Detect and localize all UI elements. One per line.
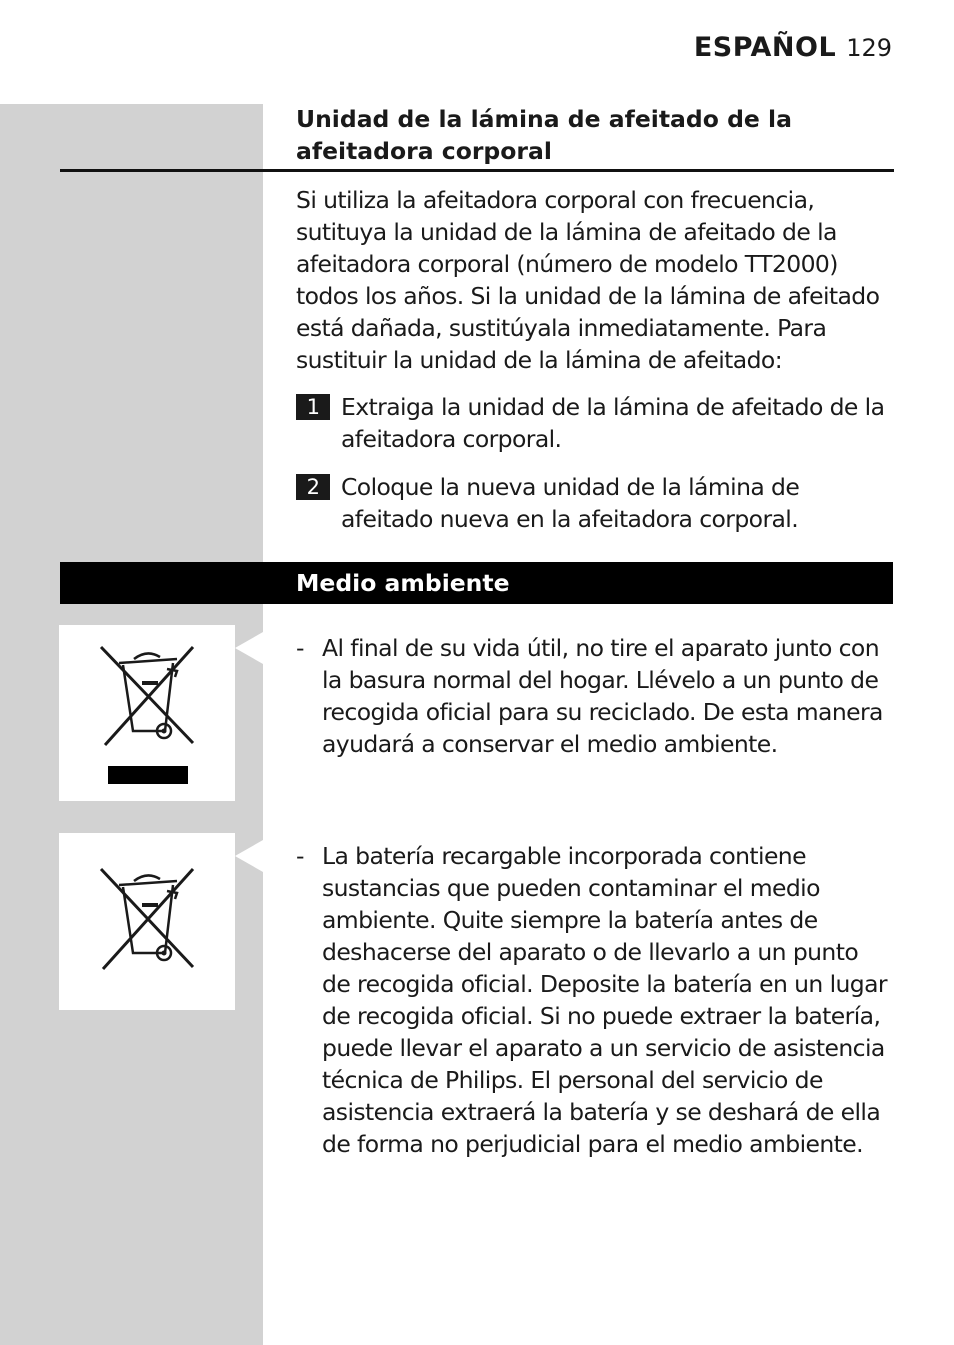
battery-disposal-icon-box: [59, 833, 235, 1010]
environment-bullet-2: [296, 840, 891, 1160]
callout-pointer: [235, 632, 263, 664]
environment-heading-bar: [60, 562, 893, 604]
page-header: [694, 32, 892, 63]
callout-pointer: [235, 840, 263, 872]
step-number: 1: [296, 394, 330, 420]
step-1: [296, 391, 896, 455]
crossed-out-wheelie-bin-icon: [59, 625, 235, 801]
section-title: Unidad de la lámina de afeitado de la afeitadora corporal: [296, 105, 792, 165]
bullet-text: Al final de su vida útil, no tire el aparato junto con la basura normal del hogar. Llévelo a un punto de recogida oficial para su reciclado. De esta manera ayudará a conservar el medio ambiente.: [322, 634, 883, 758]
page-number: 129: [846, 34, 892, 62]
step-text: Coloque la nueva unidad de la lámina de afeitado nueva en la afeitadora corporal.: [341, 473, 800, 533]
crossed-out-wheelie-bin-icon: [59, 833, 235, 1010]
step-2: [296, 471, 896, 535]
environment-title: Medio ambiente: [296, 569, 510, 597]
weee-icon-box: [59, 625, 235, 801]
intro-paragraph: Si utiliza la afeitadora corporal con frecuencia, sutituya la unidad de la lámina de afeitado de la afeitadora corporal (número de modelo TT2000) todos los años. Si la unidad de la lámina de afeitado está dañada, sustitúyala inmediatamente. Para sustituir la unidad de la lámina de afeitado:: [296, 186, 880, 374]
step-number: 2: [296, 474, 330, 500]
bullet-text: La batería recargable incorporada contiene sustancias que pueden contaminar el medio ambiente. Quite siempre la batería antes de deshacerse del aparato o de llevarlo a un punto de recogida oficial. Deposite la batería en un lugar de recogida oficial. Si no puede extraer la batería, puede llevar el aparato a un servicio de asistencia técnica de Philips. El personal del servicio de asistencia extraerá la batería y se deshará de ella de forma no perjudicial para el medio ambiente.: [322, 842, 887, 1158]
bullet-dash: -: [296, 842, 304, 870]
environment-bullet-1: [296, 632, 891, 760]
language-label: ESPAÑOL: [693, 32, 837, 63]
step-text: Extraiga la unidad de la lámina de afeitado de la afeitadora corporal.: [341, 393, 885, 453]
section-divider: [60, 169, 894, 172]
bullet-dash: -: [296, 634, 304, 662]
